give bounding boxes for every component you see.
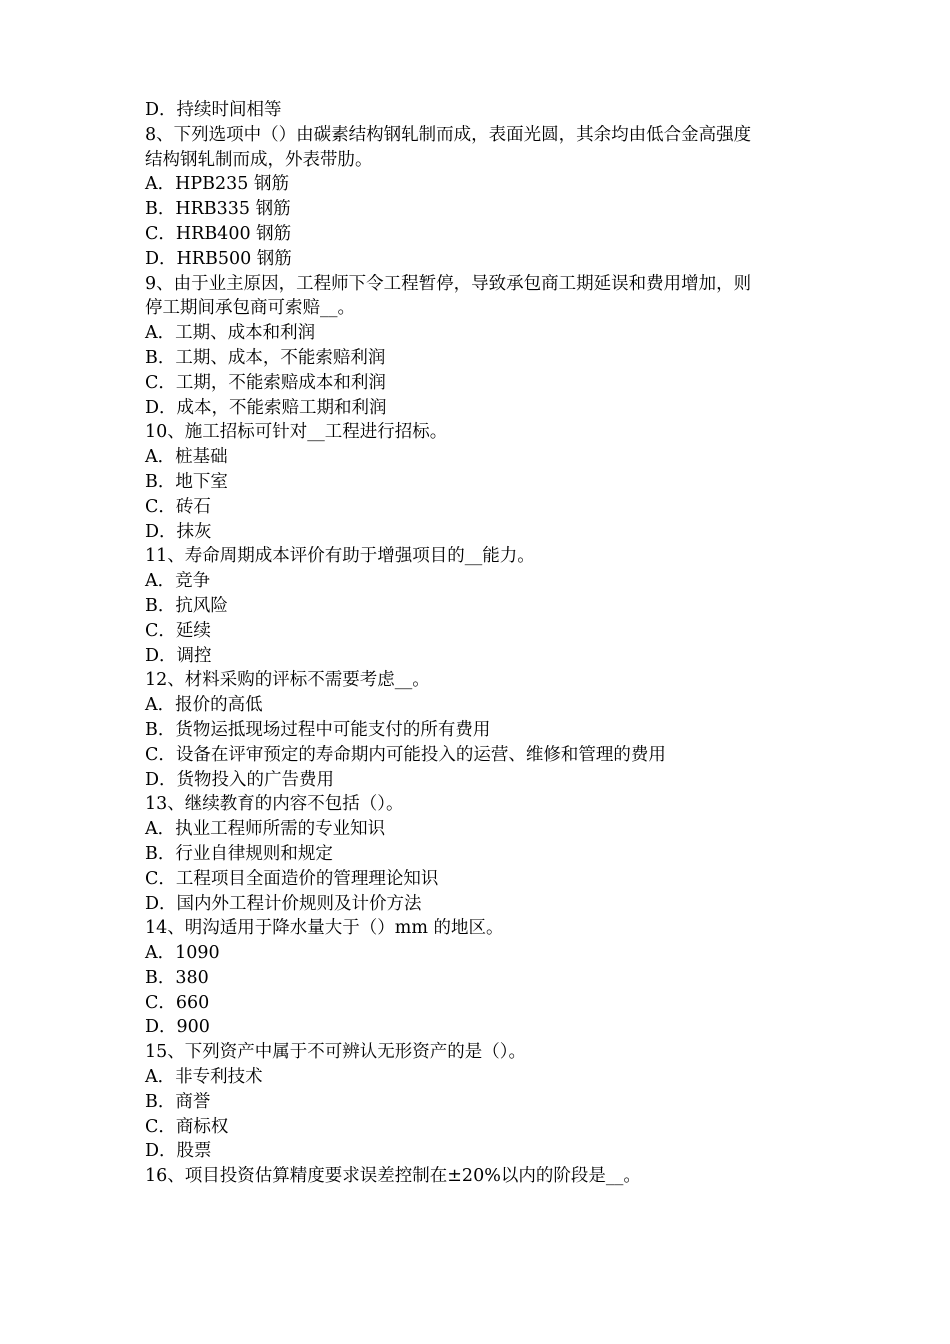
question-line: 13、继续教育的内容不包括（）。 — [145, 794, 404, 815]
option-line: C．660 — [145, 992, 210, 1013]
option-line: D．成本，不能索赔工期和利润 — [145, 397, 387, 418]
option-line: A．竞争 — [145, 571, 211, 592]
option-line: B．380 — [145, 967, 209, 988]
question-line: 15、下列资产中属于不可辨认无形资产的是（）。 — [145, 1042, 527, 1063]
option-line: B．工期、成本，不能索赔利润 — [145, 347, 386, 368]
option-line: A．1090 — [145, 943, 220, 964]
question-line: 11、寿命周期成本评价有助于增强项目的__能力。 — [145, 546, 535, 567]
question-line: 10、施工招标可针对__工程进行招标。 — [145, 422, 448, 443]
option-line: A．桩基础 — [145, 447, 228, 468]
question-line: 8、下列选项中（）由碳素结构钢轧制而成，表面光圆，其余均由低合金高强度 — [145, 124, 752, 145]
option-line: D．调控 — [145, 645, 212, 666]
option-line: D．货物投入的广告费用 — [145, 769, 335, 790]
option-line: B．行业自律规则和规定 — [145, 843, 333, 864]
question-line: 12、材料采购的评标不需要考虑__。 — [145, 670, 430, 691]
document-body — [145, 98, 815, 1189]
question-line: 9、由于业主原因，工程师下令工程暂停，导致承包商工期延误和费用增加，则 — [145, 273, 752, 294]
option-line: C．砖石 — [145, 496, 211, 517]
option-line: A．工期、成本和利润 — [145, 323, 316, 344]
question-line: 14、明沟适用于降水量大于（）mm 的地区。 — [145, 918, 504, 939]
question-line: 16、项目投资估算精度要求误差控制在±20%以内的阶段是__。 — [145, 1166, 641, 1187]
option-line: B．货物运抵现场过程中可能支付的所有费用 — [145, 719, 491, 740]
option-line: D．900 — [145, 1017, 210, 1038]
option-line: D．持续时间相等 — [145, 100, 282, 120]
question-line-continued: 结构钢轧制而成，外表带肋。 — [145, 149, 373, 170]
option-line: C．设备在评审预定的寿命期内可能投入的运营、维修和管理的费用 — [145, 744, 666, 765]
option-line: C．工期，不能索赔成本和利润 — [145, 372, 386, 393]
option-line: A．执业工程师所需的专业知识 — [145, 819, 386, 840]
option-line: C．HRB400 钢筋 — [145, 223, 292, 244]
question-line-continued: 停工期间承包商可索赔__。 — [145, 298, 355, 319]
option-line: D．抹灰 — [145, 521, 212, 542]
option-line: B．商誉 — [145, 1091, 211, 1112]
option-line: B．抗风险 — [145, 595, 228, 616]
option-line: A．报价的高低 — [145, 695, 263, 716]
option-line: C．商标权 — [145, 1116, 229, 1137]
option-line: D．HRB500 钢筋 — [145, 248, 292, 269]
option-line: A．非专利技术 — [145, 1067, 263, 1088]
option-line: A．HPB235 钢筋 — [145, 174, 289, 195]
option-line: D．国内外工程计价规则及计价方法 — [145, 893, 422, 914]
option-line: C．延续 — [145, 620, 211, 641]
option-line: B．HRB335 钢筋 — [145, 199, 291, 220]
option-line: C．工程项目全面造价的管理理论知识 — [145, 868, 439, 889]
option-line: B．地下室 — [145, 471, 228, 492]
option-line: D．股票 — [145, 1141, 212, 1162]
